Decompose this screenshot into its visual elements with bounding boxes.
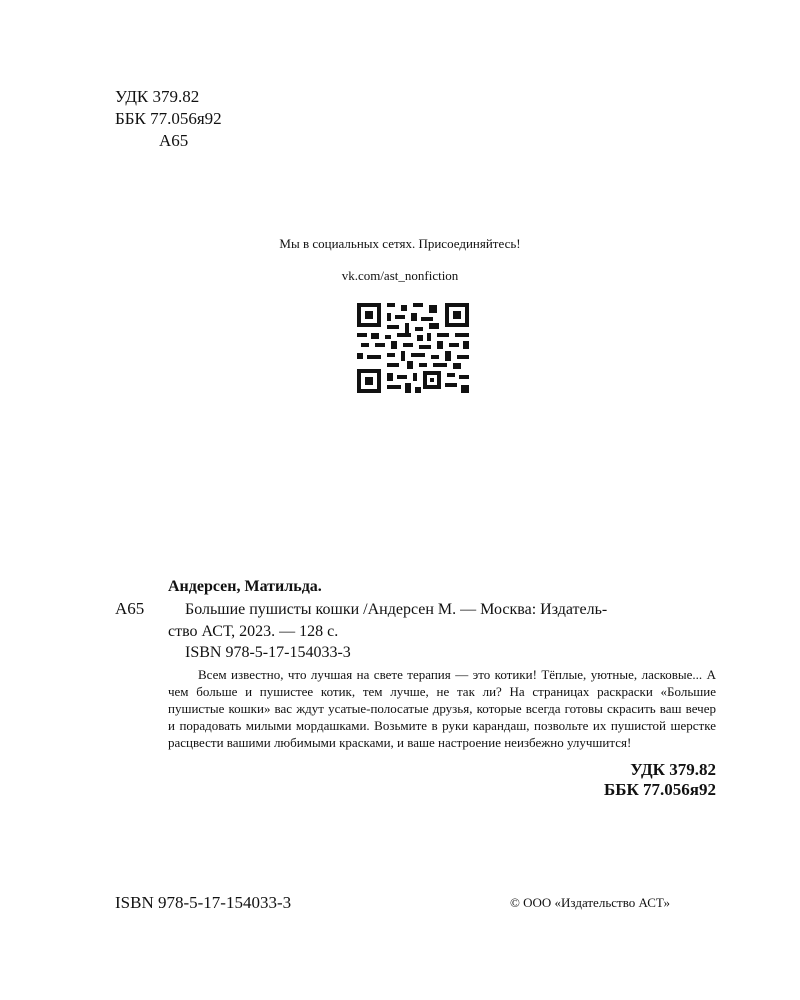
record-class-codes <box>604 760 716 800</box>
catalog-index: А65 <box>115 599 145 618</box>
bbk-code: ББК 77.056я92 <box>115 109 222 128</box>
header-codes <box>115 86 222 152</box>
record-isbn: ISBN 978-5-17-154033-3 <box>185 644 351 661</box>
udk-code: УДК 379.82 <box>115 87 200 106</box>
title-line-1: Большие пушисты кошки /Андерсен М. — Москва: Издатель- <box>185 601 608 618</box>
title-line-2: ство АСТ, 2023. — 128 с. <box>168 623 339 640</box>
footer-isbn: ISBN 978-5-17-154033-3 <box>115 893 292 912</box>
author-mark: А65 <box>159 131 189 150</box>
annotation-text: Всем известно, что лучшая на свете терапия — это котики! Тёплые, уютные, ласковые... А чем больше и пушистее котик, тем лучше, не так ли? На страницах раскраски «Большие пушистые кошки» вас ждут усатые-полосатые друзья, которые всегда готовы скрасить ваш вечер и порадовать милыми мордашками. Возьмите в руки карандаш, позвольте их пушистой шерстке расцвести вашими любимыми красками, и ваше настроение неизбежно улучшится! <box>168 667 716 750</box>
copyright-notice: © ООО «Издательство АСТ» <box>510 895 671 910</box>
author-heading: Андерсен, Матильда. <box>168 578 322 595</box>
social-invite: Мы в социальных сетях. Присоединяйтесь! <box>279 236 521 251</box>
qr-code-icon[interactable] <box>357 303 469 393</box>
title-description <box>168 599 716 643</box>
record-bbk: ББК 77.056я92 <box>603 780 716 799</box>
vk-link[interactable]: vk.com/ast_nonfiction <box>341 268 459 283</box>
record-udk: УДК 379.82 <box>630 760 716 779</box>
